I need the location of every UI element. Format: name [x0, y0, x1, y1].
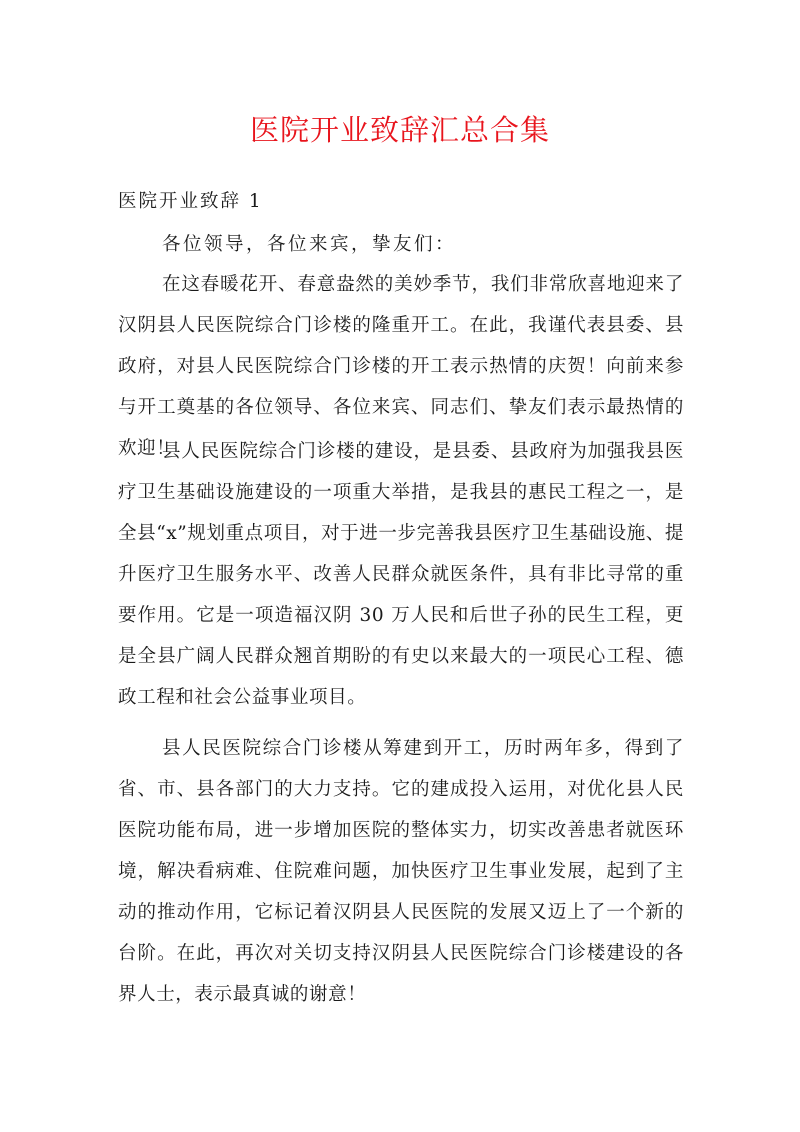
salutation: 各位领导，各位来宾，挚友们：: [162, 234, 457, 255]
paragraph-1: 在这春暖花开、春意盎然的美妙季节，我们非常欣喜地迎来了汉阴县人民医院综合门诊楼的隆重开工。在此，我谨代表县委、县政府，对县人民医院综合门诊楼的开工表示热情的庆贺！向前来参与开工奠基的各位领导、各位来宾、同志们、挚友们表示最热情的欢迎！: [118, 274, 684, 459]
paragraph-3: 县人民医院综合门诊楼从筹建到开工，历时两年多，得到了省、市、县各部门的大力支持。它的建成投入运用，对优化县人民医院功能布局，进一步增加医院的整体实力，切实改善患者就医环境，解决看病难、住院难问题，加快医疗卫生事业发展，起到了主动的推动作用，它标记着汉阴县人民医院的发展又迈上了一个新的台阶。在此，再次对关切支持汉阴县人民医院综合门诊楼建设的各界人士，表示最真诚的谢意！: [118, 738, 684, 1005]
section-heading: 医院开业致辞 1: [118, 191, 263, 212]
paragraph-2: 县人民医院综合门诊楼的建设，是县委、县政府为加强我县医疗卫生基础设施建设的一项重大举措，是我县的惠民工程之一，是全县“x”规划重点项目，对于进一步完善我县医疗卫生基础设施、提升医疗卫生服务水平、改善人民群众就医条件，具有非比寻常的重要作用。它是一项造福汉阴 30 万人民和后世子孙的民生工程，更是全县广阔人民群众翘首期盼的有史以来最大的一项民心工程、德政工程和社会公益事业项目。: [118, 441, 684, 708]
document-title: 医院开业致辞汇总合集: [249, 113, 550, 147]
